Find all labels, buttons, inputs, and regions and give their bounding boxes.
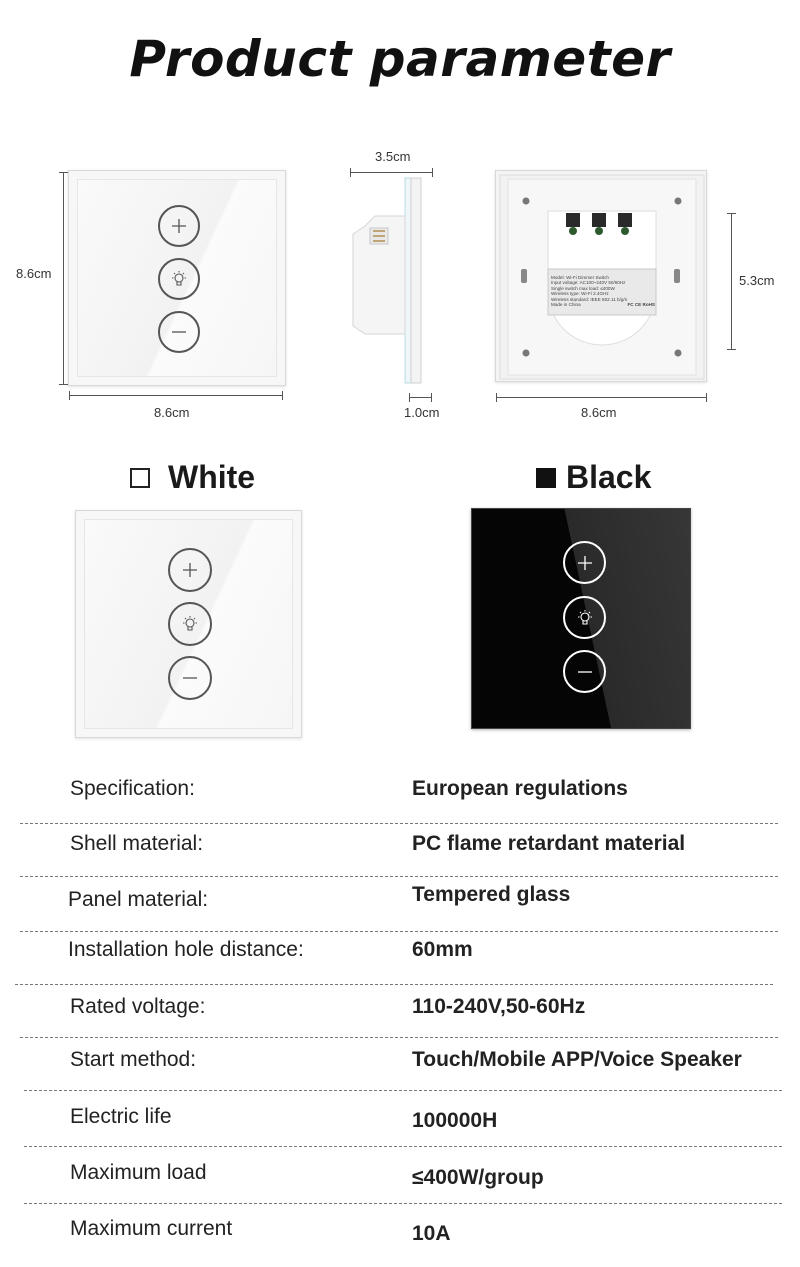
spec-label: Specification: bbox=[70, 777, 195, 800]
tick bbox=[727, 213, 736, 214]
spec-label: Shell material: bbox=[70, 832, 204, 855]
divider bbox=[24, 1146, 782, 1147]
spec-row bbox=[0, 1161, 800, 1201]
spec-label: Maximum current bbox=[70, 1217, 233, 1240]
minus-icon bbox=[158, 311, 200, 353]
spec-label: Electric life bbox=[70, 1105, 172, 1128]
spec-label: Rated voltage: bbox=[70, 995, 206, 1018]
spec-row bbox=[0, 995, 800, 1035]
spec-value: 100000H bbox=[412, 1109, 498, 1132]
label-input-voltage: Input voltage: AC100~240V 50/60Hz bbox=[551, 280, 626, 286]
spec-value: Tempered glass bbox=[412, 883, 571, 906]
spec-label: Installation hole distance: bbox=[68, 938, 304, 961]
black-label: Black bbox=[566, 459, 652, 495]
bulb-icon bbox=[563, 596, 606, 639]
side-thickness-line bbox=[409, 397, 432, 398]
bulb-icon bbox=[158, 258, 200, 300]
white-panel-image bbox=[75, 510, 302, 738]
divider bbox=[20, 931, 778, 932]
spec-row bbox=[0, 1048, 800, 1088]
back-panel-image bbox=[495, 170, 707, 382]
spec-row bbox=[0, 1217, 800, 1257]
back-width-line bbox=[496, 397, 707, 398]
minus-icon bbox=[168, 656, 212, 700]
plus-icon bbox=[563, 541, 606, 584]
side-profile-image bbox=[345, 176, 440, 386]
back-height-line bbox=[731, 213, 732, 349]
spec-label: Panel material: bbox=[68, 888, 209, 911]
black-swatch bbox=[536, 468, 556, 488]
front-panel-image bbox=[68, 170, 286, 386]
black-panel-image bbox=[471, 508, 691, 729]
spec-label: Start method: bbox=[70, 1048, 197, 1071]
tick bbox=[409, 393, 410, 402]
spec-value: 10A bbox=[412, 1222, 451, 1245]
spec-value: PC flame retardant material bbox=[412, 832, 686, 855]
label-model: Model: Wi-Fi Dimmer Switch bbox=[551, 275, 609, 280]
divider bbox=[24, 1090, 782, 1091]
plus-icon bbox=[168, 548, 212, 592]
front-height-line bbox=[63, 172, 64, 384]
page-title: Product parameter bbox=[129, 30, 671, 88]
front-height-label: 8.6cm bbox=[16, 266, 52, 281]
tick bbox=[431, 393, 432, 402]
spec-value: 60mm bbox=[412, 938, 473, 961]
tick bbox=[282, 391, 283, 400]
white-swatch bbox=[130, 468, 150, 488]
front-width-label: 8.6cm bbox=[154, 405, 190, 420]
white-label: White bbox=[168, 459, 256, 495]
spec-value: 110-240V,50-60Hz bbox=[412, 995, 586, 1018]
divider bbox=[15, 984, 773, 985]
back-label-text bbox=[551, 275, 655, 307]
tick bbox=[59, 384, 68, 385]
bulb-icon bbox=[168, 602, 212, 646]
back-width-label: 8.6cm bbox=[581, 405, 617, 420]
spec-row bbox=[0, 883, 800, 926]
side-depth-label: 3.5cm bbox=[375, 149, 411, 164]
spec-row bbox=[0, 777, 800, 817]
minus-icon bbox=[563, 650, 606, 693]
divider bbox=[20, 823, 778, 824]
tick bbox=[706, 393, 707, 402]
tick bbox=[69, 391, 70, 400]
color-option-black bbox=[536, 459, 651, 496]
label-made-in: Made in China bbox=[551, 302, 581, 308]
spec-value: ≤400W/group bbox=[412, 1166, 544, 1189]
divider bbox=[20, 1037, 778, 1038]
divider bbox=[24, 1203, 782, 1204]
color-option-white bbox=[130, 459, 255, 496]
spec-value: European regulations bbox=[412, 777, 628, 800]
spec-value: Touch/Mobile APP/Voice Speaker bbox=[412, 1048, 742, 1071]
back-height-label: 5.3cm bbox=[739, 273, 775, 288]
label-wireless-standard: Wireless standard: IEEE 802.11 b/g/n bbox=[551, 296, 628, 302]
tick bbox=[496, 393, 497, 402]
spec-row bbox=[0, 938, 800, 978]
label-certs: FC CE RoHS bbox=[627, 302, 655, 308]
spec-label: Maximum load bbox=[70, 1161, 207, 1184]
plus-icon bbox=[158, 205, 200, 247]
side-depth-line bbox=[350, 172, 433, 173]
divider bbox=[20, 876, 778, 877]
tick bbox=[727, 349, 736, 350]
spec-row bbox=[0, 1105, 800, 1145]
side-thickness-label: 1.0cm bbox=[404, 405, 440, 420]
front-width-line bbox=[69, 395, 283, 396]
spec-row bbox=[0, 832, 800, 872]
tick bbox=[59, 172, 68, 173]
label-max-load: Single switch max load: ≤400W bbox=[551, 285, 615, 291]
label-wireless-type: Wireless type: Wi-Fi 2.4GHz bbox=[551, 291, 609, 297]
